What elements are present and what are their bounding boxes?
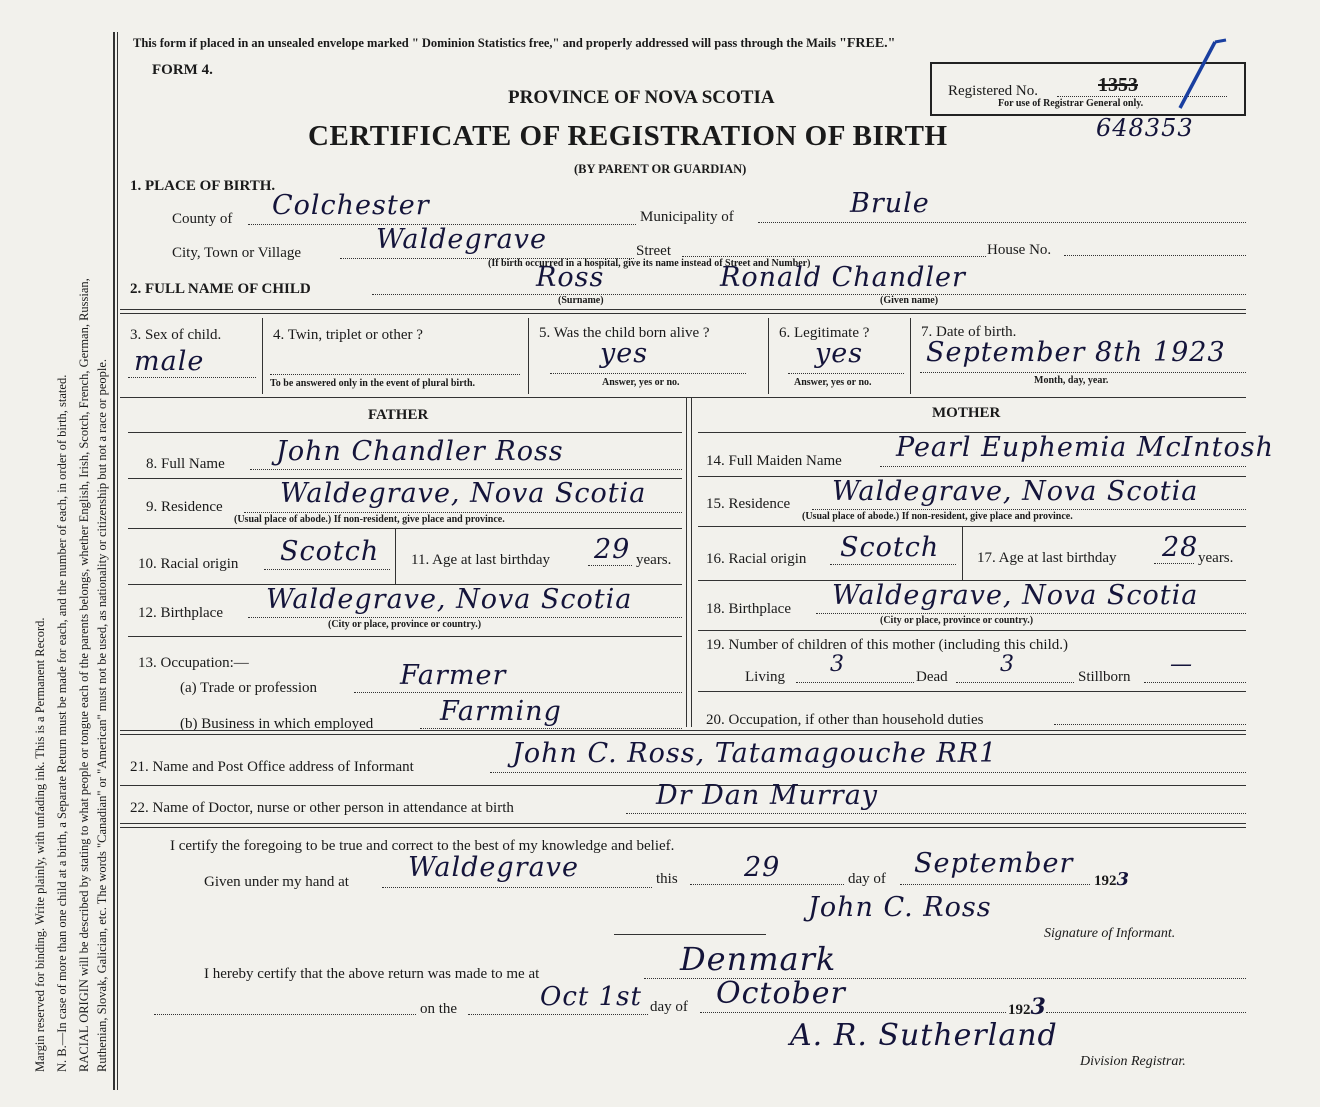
municipality-label: Municipality of — [640, 209, 734, 225]
margin-note-2: N. B.—In case of more than one child at a birth, a Separate Return must be made for each, and the number of each, in order of birth, stated. — [55, 374, 69, 1072]
informant-label: 21. Name and Post Office address of Informant — [130, 759, 414, 775]
certify-statement: I certify the foregoing to be true and correct to the best of my knowledge and belief. — [170, 838, 675, 854]
page-subtitle: (BY PARENT OR GUARDIAN) — [574, 162, 747, 176]
birth-date-value: September 8th 1923 — [926, 337, 1226, 368]
mother-years-label: years. — [1198, 550, 1234, 566]
father-birthplace-value: Waldegrave, Nova Scotia — [266, 584, 633, 615]
mother-residence-label: 15. Residence — [706, 496, 791, 512]
sex-value: male — [134, 346, 205, 377]
surname-caption: (Surname) — [558, 295, 604, 306]
twin-note: To be answered only in the event of plural birth. — [270, 378, 476, 389]
hospital-note: (If birth occurred in a hospital, give its name instead of Street and Number) — [488, 258, 811, 269]
mail-notice-text: This form if placed in an unsealed envelope marked " Dominion Statistics free," and properly addressed will pass through the Mails — [133, 36, 836, 50]
on-the-label: on the — [420, 1001, 458, 1017]
given-day-value: 29 — [744, 852, 781, 883]
birth-date-note: Month, day, year. — [1034, 375, 1109, 386]
father-name-label: 8. Full Name — [146, 456, 225, 472]
mother-occupation-label: 20. Occupation, if other than household duties — [706, 712, 984, 728]
mother-name-label: 14. Full Maiden Name — [706, 453, 842, 469]
informant-value: John C. Ross, Tatamagouche RR1 — [512, 738, 998, 769]
father-name-value: John Chandler Ross — [276, 436, 564, 467]
twin-label: 4. Twin, triplet or other ? — [273, 327, 423, 343]
stillborn-label: Stillborn — [1078, 669, 1131, 685]
city-label: City, Town or Village — [172, 245, 302, 261]
trade-value: Farmer — [400, 660, 507, 691]
father-birthplace-note: (City or place, province or country.) — [328, 619, 482, 630]
father-age-label: 11. Age at last birthday — [411, 552, 550, 568]
city-value: Waldegrave — [376, 224, 547, 255]
living-label: Living — [745, 669, 785, 685]
doctor-value: Dr Dan Murray — [656, 780, 879, 811]
business-value: Farming — [440, 696, 562, 727]
mother-birthplace-note: (City or place, province or country.) — [880, 615, 1034, 626]
county-label: County of — [172, 211, 233, 227]
sex-label: 3. Sex of child. — [130, 327, 222, 343]
living-value: 3 — [830, 652, 845, 677]
legitimate-label: 6. Legitimate ? — [779, 325, 870, 341]
stillborn-value: — — [1170, 652, 1193, 677]
margin-note-4: Ruthenian, Slovak, Galician, etc. The words "Canadian" or "American" must not be used, as nationality or citizenship but not a race or people. — [95, 358, 109, 1072]
registered-number: 1353 — [1098, 74, 1138, 96]
registered-label: Registered No. — [948, 83, 1038, 99]
mother-race-value: Scotch — [840, 532, 940, 563]
mother-birthplace-label: 18. Birthplace — [706, 601, 791, 617]
registered-note: For use of Registrar General only. — [998, 98, 1144, 109]
margin-note-1: Margin reserved for binding. Write plainly, with unfading ink. This is a Permanent Record. — [33, 617, 47, 1072]
mother-heading: MOTHER — [932, 405, 1001, 421]
registrar-place-value: Denmark — [680, 940, 837, 978]
this-label: this — [656, 871, 678, 887]
father-age-value: 29 — [594, 534, 631, 565]
registrar-statement: I hereby certify that the above return was made to me at — [204, 966, 540, 982]
given-place-value: Waldegrave — [408, 852, 579, 883]
given-name-caption: (Given name) — [880, 295, 939, 306]
doctor-label: 22. Name of Doctor, nurse or other person in attendance at birth — [130, 800, 514, 816]
legitimate-note: Answer, yes or no. — [794, 377, 872, 388]
registrar-signature-label: Division Registrar. — [1080, 1054, 1186, 1069]
given-year-digit: 3 — [1116, 869, 1131, 890]
father-race-label: 10. Racial origin — [138, 556, 239, 572]
birth-date-label: 7. Date of birth. — [921, 324, 1017, 340]
margin-rule-outer — [113, 32, 115, 1090]
father-residence-label: 9. Residence — [146, 499, 223, 515]
margin-note-3: RACIAL ORIGIN will be described by stating to what people or tongue each of the parents belongs, whether English, Irish, Scotch, French, German, Russian, — [77, 278, 91, 1072]
mail-notice — [133, 36, 895, 52]
day-of-label: day of — [848, 871, 886, 887]
dead-label: Dead — [916, 669, 948, 685]
informant-signature: John C. Ross — [808, 892, 992, 923]
province-heading: PROVINCE OF NOVA SCOTIA — [508, 87, 775, 108]
registrar-signature: A. R. Sutherland — [790, 1018, 1058, 1053]
check-mark-icon — [1170, 36, 1250, 116]
given-under-hand-label: Given under my hand at — [204, 874, 349, 890]
mother-race-label: 16. Racial origin — [706, 551, 807, 567]
father-residence-value: Waldegrave, Nova Scotia — [280, 478, 647, 509]
business-label: (b) Business in which employed — [180, 716, 374, 732]
registrar-month-value: October — [716, 976, 846, 1011]
mother-age-label: 17. Age at last birthday — [977, 550, 1117, 566]
form-number: FORM 4. — [152, 62, 213, 78]
informant-signature-label: Signature of Informant. — [1044, 926, 1176, 941]
place-of-birth-label: 1. PLACE OF BIRTH. — [130, 178, 276, 194]
father-years-label: years. — [636, 552, 672, 568]
father-race-value: Scotch — [280, 536, 380, 567]
child-surname: Ross — [536, 262, 605, 293]
child-given-name: Ronald Chandler — [720, 262, 966, 293]
given-month-value: September — [914, 848, 1074, 879]
children-count-label: 19. Number of children of this mother (including this child.) — [706, 637, 1069, 653]
street-label: Street — [636, 243, 671, 259]
margin-rule-inner — [117, 32, 118, 1090]
municipality-value: Brule — [850, 188, 930, 219]
mother-residence-value: Waldegrave, Nova Scotia — [832, 476, 1199, 507]
registrar-year-prefix: 192 — [1008, 1002, 1031, 1018]
trade-label: (a) Trade or profession — [180, 680, 318, 696]
mother-residence-note: (Usual place of abode.) If non-resident, give place and province. — [802, 511, 1073, 522]
alive-value: yes — [600, 338, 649, 369]
county-value: Colchester — [272, 190, 430, 221]
registrar-day-value: Oct 1st — [540, 982, 642, 1012]
mother-birthplace-value: Waldegrave, Nova Scotia — [832, 580, 1199, 611]
alive-label: 5. Was the child born alive ? — [539, 325, 710, 341]
given-year — [1094, 869, 1130, 890]
child-name-label: 2. FULL NAME OF CHILD — [130, 281, 311, 297]
father-heading: FATHER — [368, 407, 429, 423]
mail-free-text: "FREE." — [839, 36, 896, 51]
registrar-day-of-label: day of — [650, 999, 688, 1015]
registrar-year — [1008, 994, 1047, 1020]
page-title: CERTIFICATE OF REGISTRATION OF BIRTH — [308, 120, 948, 152]
house-no-label: House No. — [987, 242, 1052, 258]
mother-age-value: 28 — [1162, 532, 1199, 563]
registrar-year-digit: 3 — [1030, 994, 1047, 1020]
alive-note: Answer, yes or no. — [602, 377, 680, 388]
given-year-prefix: 192 — [1094, 873, 1117, 889]
registered-handwritten: 648353 — [1096, 114, 1194, 142]
father-birthplace-label: 12. Birthplace — [138, 605, 223, 621]
dead-value: 3 — [1000, 652, 1015, 677]
occupation-label: 13. Occupation:— — [138, 655, 249, 671]
mother-name-value: Pearl Euphemia McIntosh — [896, 432, 1274, 463]
legitimate-value: yes — [815, 338, 864, 369]
father-residence-note: (Usual place of abode.) If non-resident, give place and province. — [234, 514, 505, 525]
